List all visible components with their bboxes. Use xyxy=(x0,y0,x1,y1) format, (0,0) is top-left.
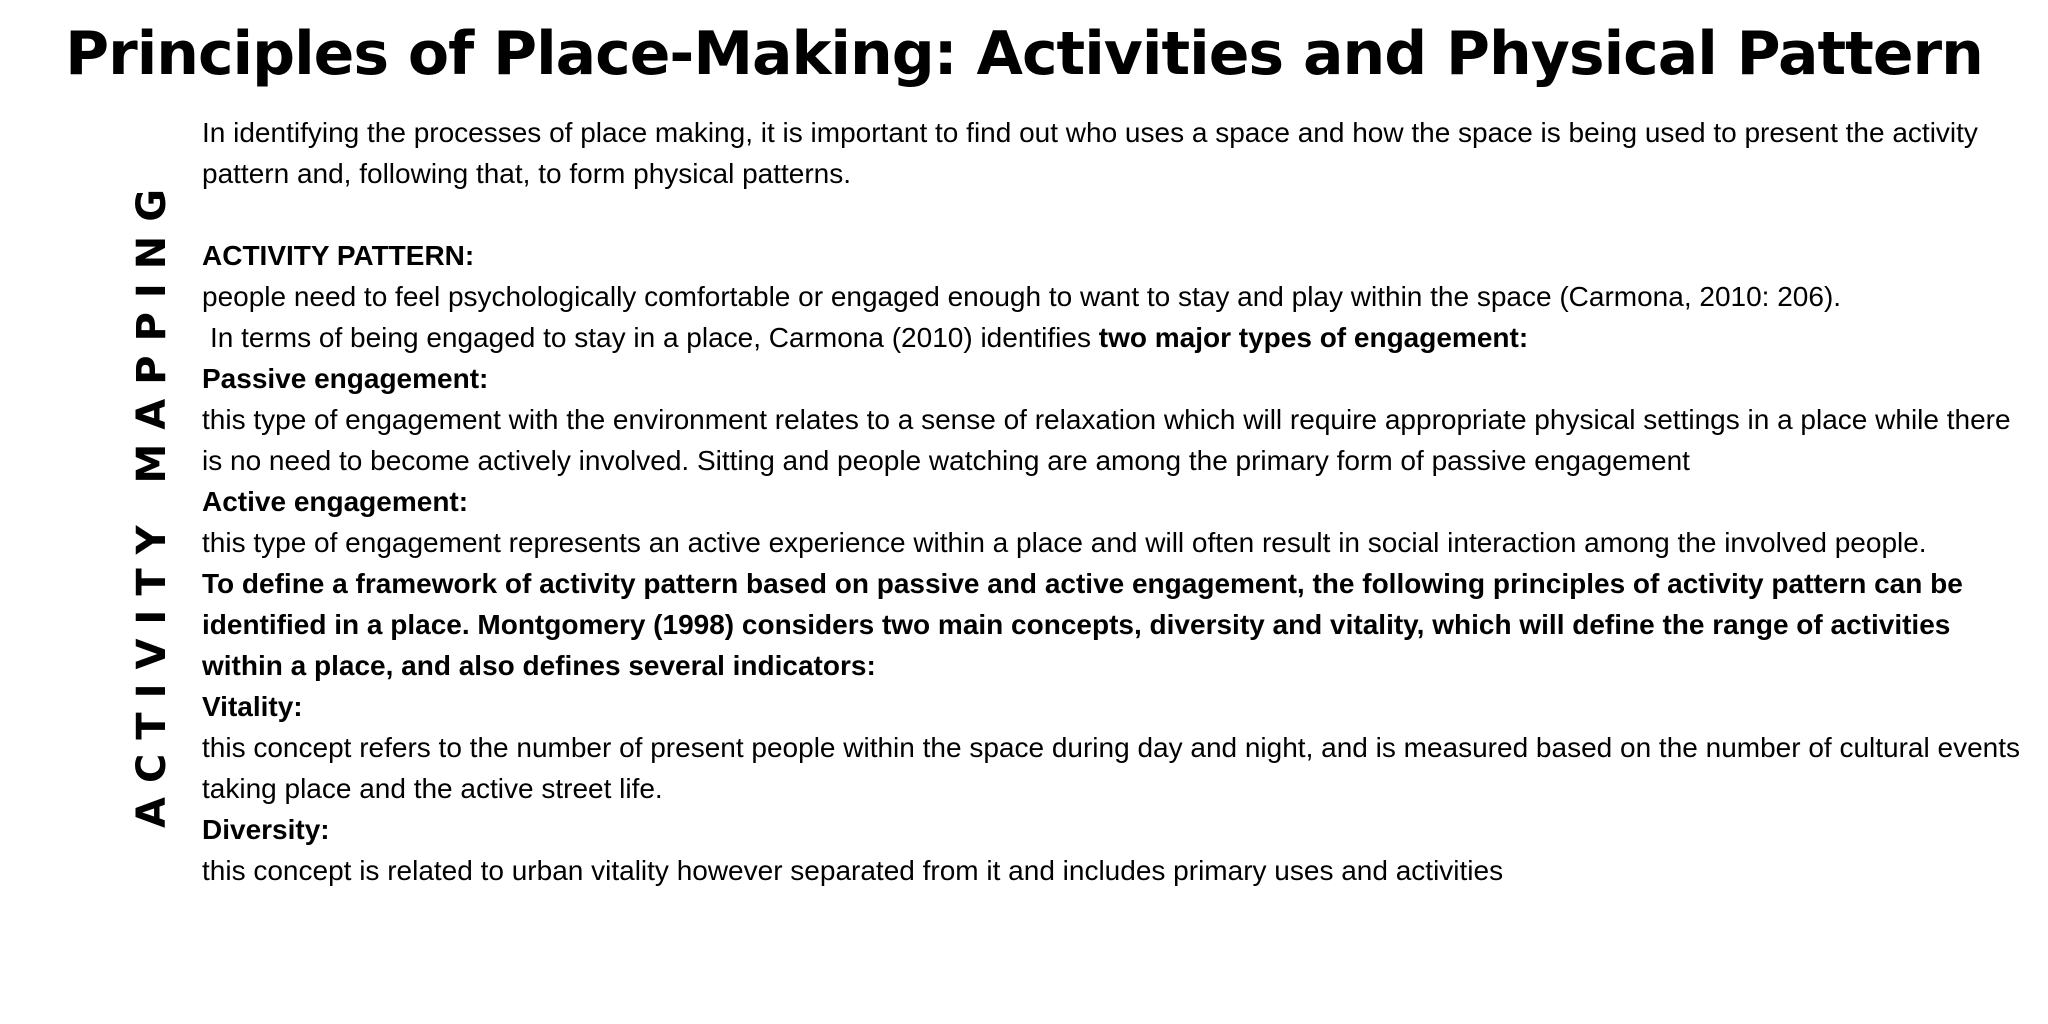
passive-engagement-heading: Passive engagement: xyxy=(202,363,489,394)
content-body xyxy=(202,235,2022,891)
activity-pattern-text: people need to feel psychologically comfortable or engaged enough to want to stay and play within the space (Carmona, 2010: 206). xyxy=(202,281,1842,312)
framework-paragraph: To define a framework of activity pattern based on passive and active engagement, the following principles of activity pattern can be identified in a place. Montgomery (1998) considers two main concepts, diversity and vitality, which will define the range of activities within a place, and also defines several indicators: xyxy=(202,568,1963,681)
diversity-text: this concept is related to urban vitality however separated from it and includes primary uses and activities xyxy=(202,855,1504,886)
activity-pattern-heading: ACTIVITY PATTERN: xyxy=(202,240,475,271)
engagement-intro-text: In terms of being engaged to stay in a place, Carmona (2010) identifies xyxy=(210,322,1099,353)
intro-paragraph: In identifying the processes of place making, it is important to find out who uses a space and how the space is being used to present the activity pattern and, following that, to form physical patterns. xyxy=(202,117,1978,189)
slide-title: Principles of Place-Making: Activities and Physical Pattern xyxy=(65,19,1983,89)
passive-engagement-text: this type of engagement with the environment relates to a sense of relaxation which will require appropriate physical settings in a place while there is no need to become actively involved. Sitting and people watching are among the primary form of passive engagement xyxy=(202,404,2011,476)
vitality-text: this concept refers to the number of present people within the space during day and night, and is measured based on the number of cultural events taking place and the active street life. xyxy=(202,732,2021,804)
active-engagement-heading: Active engagement: xyxy=(202,486,469,517)
engagement-intro-bold: two major types of engagement: xyxy=(1098,322,1529,353)
side-label-activity-mapping: ACTIVITY MAPPING xyxy=(129,174,175,828)
diversity-heading: Diversity: xyxy=(202,814,330,845)
active-engagement-text: this type of engagement represents an active experience within a place and will often result in social interaction among the involved people. xyxy=(202,527,1927,558)
engagement-intro xyxy=(202,317,2022,358)
vitality-heading: Vitality: xyxy=(202,691,303,722)
